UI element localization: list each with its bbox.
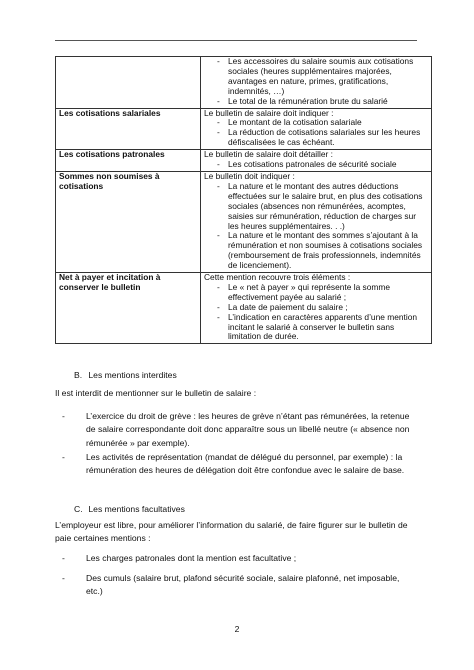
row-content [201,273,432,344]
table-row [56,108,432,150]
row-content [201,108,432,150]
section-c-letter: C. [74,504,83,514]
list-item: - L’indication en caractères apparents d’une mention incitant le salarié à conserver le bulletin sans limitation de durée. [228,313,428,343]
mentions-table [55,56,432,344]
list-item: - Le montant de la cotisation salariale [228,118,428,128]
list-item: - Les activités de représentation (mandat de délégué du personnel, par exemple) : la rémunération des heures de délégation doit être confondue avec le salaire de base. [86,451,418,478]
section-b-letter: B. [74,370,83,380]
page-number: 2 [234,624,240,634]
list-item: - Les charges patronales dont la mention est facultative ; [86,552,418,565]
list-item: - Le « net à payer » qui représente la somme effectivement payée au salarié ; [228,283,428,303]
section-c-heading [74,504,185,514]
row-label [56,57,201,109]
section-b-title: Les mentions interdites [88,370,177,380]
row-label: Les cotisations patronales [56,150,201,172]
row-content [201,57,432,109]
list-item: - Le total de la rémunération brute du salarié [228,97,428,107]
row-content [201,150,432,172]
section-c-title: Les mentions facultatives [88,504,185,514]
section-c-intro: L’employeur est libre, pour améliorer l’information du salarié, de faire figurer sur le bulletin de paie certaines mentions : [55,520,408,544]
table-row [56,171,432,272]
section-b-heading [74,370,177,380]
row-content [201,171,432,272]
list-item: - Les accessoires du salaire soumis aux cotisations sociales (heures supplémentaires majorées, avantages en nature, primes, gratifications, indemnités, …) [228,57,428,97]
row-intro: Le bulletin de salaire doit détailler : [204,149,333,160]
row-label: Net à payer et incitation à conserver le bulletin [56,273,201,344]
list-item: - La nature et le montant des sommes s’ajoutant à la rémunération et non soumises à cotisations sociales (remboursement de frais professionnels, indemnités de licenciement). [228,231,428,271]
table-row [56,150,432,172]
table-row [56,273,432,344]
row-intro: Cette mention recouvre trois éléments : [204,272,351,283]
row-label: Sommes non soumises à cotisations [56,171,201,272]
list-item: - La nature et le montant des autres déductions effectuées sur le salaire brut, en plus des cotisations sociales (absences non rémunérées, acomptes, saisies sur rémunération, réduction de charges sur les heures supplémentaires. . .) [228,182,428,232]
row-list [204,160,428,170]
table-row [56,57,432,109]
row-intro: Le bulletin de salaire doit indiquer : [204,107,334,118]
row-intro: Le bulletin doit indiquer : [204,170,295,181]
section-b-intro: Il est interdit de mentionner sur le bulletin de salaire : [55,388,257,398]
list-item: - La date de paiement du salaire ; [228,303,428,313]
row-list [204,283,428,342]
row-list [204,182,428,271]
row-label: Les cotisations salariales [56,108,201,150]
list-item: - L’exercice du droit de grève : les heures de grève n’étant pas rémunérées, la retenue de salaire correspondante doit donc apparaître sous un libellé neutre (« absence non rémunérée » par exemple). [86,410,418,450]
list-item: - Les cotisations patronales de sécurité sociale [228,160,428,170]
header-rule [55,40,417,41]
row-list [204,57,428,107]
row-list [204,118,428,148]
list-item: - Des cumuls (salaire brut, plafond sécurité sociale, salaire plafonné, net imposable, etc.) [86,572,418,599]
list-item: - La réduction de cotisations salariales sur les heures défiscalisées le cas échéant. [228,128,428,148]
